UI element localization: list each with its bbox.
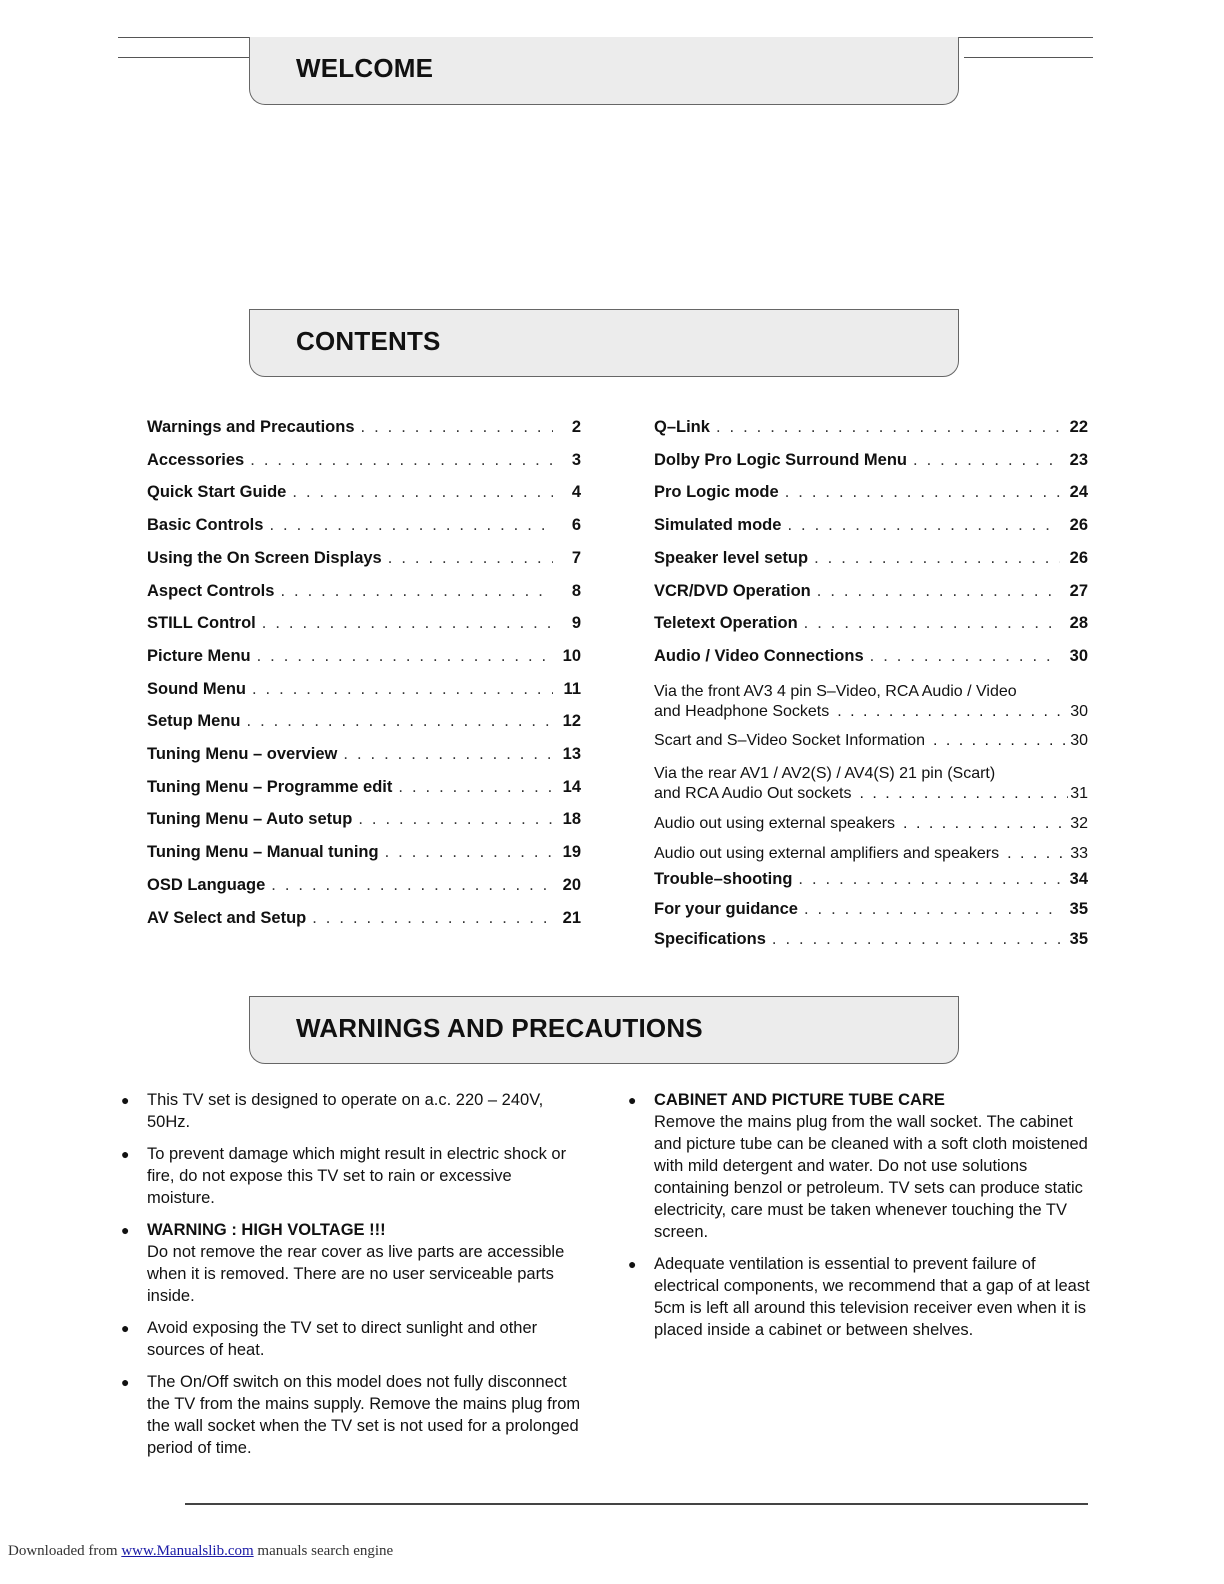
- toc-entry-page: 22: [1069, 418, 1088, 436]
- toc-entry-page: 20: [562, 875, 581, 894]
- welcome-banner: [249, 37, 959, 105]
- toc-entry[interactable]: [147, 483, 581, 502]
- toc-leader-dots: [772, 930, 1060, 949]
- warning-text: The On/Off switch on this model does not fully disconnect the TV from the mains supply. Remove the mains plug from the wall socket when the TV set is not used for a prolonged period of time.: [147, 1373, 581, 1457]
- toc-leader-dots: [361, 418, 553, 437]
- toc-entry-label: Tuning Menu – Programme edit: [147, 777, 393, 796]
- download-footer: [8, 1543, 393, 1560]
- warning-heading: WARNING : HIGH VOLTAGE !!!: [147, 1221, 386, 1239]
- toc-leader-dots: [292, 483, 553, 502]
- toc-entry-page: 12: [562, 712, 581, 731]
- toc-right-column: [654, 418, 1088, 958]
- toc-entry[interactable]: [654, 900, 1088, 919]
- toc-subentry-page: 33: [1070, 845, 1088, 862]
- toc-entry-label: OSD Language: [147, 875, 266, 894]
- bullet-icon: ●: [121, 1374, 130, 1390]
- toc-entry-page: 4: [571, 483, 581, 502]
- toc-entry-label: Picture Menu: [147, 646, 251, 665]
- toc-entry-label: Pro Logic mode: [654, 483, 779, 502]
- toc-entry-label: Tuning Menu – Auto setup: [147, 810, 353, 829]
- toc-entry-label: AV Select and Setup: [147, 908, 307, 927]
- toc-entry[interactable]: [654, 516, 1088, 535]
- toc-entry-label: Accessories: [147, 450, 245, 469]
- toc-subentry-page: 30: [1070, 703, 1088, 720]
- toc-leader-dots: [252, 680, 553, 699]
- bullet-icon: ●: [121, 1222, 130, 1238]
- toc-entry[interactable]: [147, 745, 581, 764]
- bullet-icon: ●: [121, 1320, 130, 1336]
- toc-leader-dots: [271, 876, 553, 895]
- toc-entry[interactable]: [147, 614, 581, 633]
- toc-left-column: [147, 418, 581, 938]
- toc-entry-label: Trouble–shooting: [654, 870, 793, 888]
- toc-leader-dots: [785, 483, 1060, 502]
- toc-entry-label: Audio / Video Connections: [654, 646, 864, 665]
- toc-subentry[interactable]: [654, 764, 1088, 804]
- toc-entry-label: Sound Menu: [147, 679, 246, 698]
- toc-leader-dots: [343, 745, 553, 764]
- toc-leader-dots: [358, 810, 553, 829]
- toc-leader-dots: [804, 900, 1060, 919]
- toc-subentry-line2: [654, 784, 1088, 804]
- toc-leader-dots: [262, 614, 553, 633]
- contents-banner: [249, 309, 959, 377]
- warning-item: [121, 1371, 583, 1459]
- toc-entry-label: STILL Control: [147, 614, 256, 633]
- contents-title: CONTENTS: [296, 326, 441, 356]
- bullet-icon: ●: [121, 1092, 130, 1108]
- warning-item: [628, 1089, 1094, 1243]
- toc-entry-label: Aspect Controls: [147, 581, 275, 600]
- toc-entry-page: 6: [571, 516, 581, 535]
- bullet-icon: ●: [628, 1092, 637, 1108]
- toc-leader-dots: [817, 582, 1060, 601]
- toc-entry[interactable]: [147, 712, 581, 731]
- toc-entry[interactable]: [147, 680, 581, 699]
- warnings-title: WARNINGS AND PRECAUTIONS: [296, 1013, 703, 1043]
- toc-entry-label: Using the On Screen Displays: [147, 548, 382, 567]
- toc-leader-dots: [1007, 844, 1068, 864]
- toc-subentry-line2: [654, 702, 1088, 722]
- warning-text: Adequate ventilation is essential to prevent failure of electrical components, we recommend that a gap of at least 5cm is left all around this television receiver even when it is placed inside a cabinet or between shelves.: [654, 1255, 1090, 1339]
- toc-leader-dots: [269, 516, 553, 535]
- toc-subentry[interactable]: [654, 844, 1088, 864]
- toc-entry-label: Specifications: [654, 929, 766, 948]
- toc-subentry-page: 30: [1070, 732, 1088, 749]
- toc-entry[interactable]: [147, 549, 581, 568]
- toc-entry[interactable]: [147, 516, 581, 535]
- toc-entry-label: VCR/DVD Operation: [654, 581, 811, 600]
- toc-entry[interactable]: [654, 930, 1088, 949]
- top-rule-left: [118, 37, 250, 38]
- toc-entry[interactable]: [654, 614, 1088, 633]
- toc-leader-dots: [804, 614, 1060, 633]
- warning-item: [121, 1317, 583, 1361]
- top-rule-right-lower: [964, 57, 1093, 58]
- toc-leader-dots: [247, 712, 554, 731]
- toc-entry[interactable]: [654, 418, 1088, 437]
- toc-leader-dots: [787, 516, 1060, 535]
- toc-entry[interactable]: [654, 451, 1088, 470]
- toc-entry-page: 34: [1069, 870, 1088, 888]
- bottom-rule: [185, 1503, 1088, 1505]
- toc-entry-label: For your guidance: [654, 899, 798, 918]
- toc-entry-page: 13: [562, 745, 581, 763]
- toc-entry-label: Dolby Pro Logic Surround Menu: [654, 450, 907, 469]
- toc-entry-label: Setup Menu: [147, 712, 241, 731]
- toc-subentry-label: Audio out using external speakers: [654, 815, 896, 832]
- toc-entry[interactable]: [654, 647, 1088, 666]
- warning-item: [121, 1143, 583, 1209]
- toc-subentry-label: and Headphone Sockets: [654, 703, 830, 720]
- toc-leader-dots: [716, 418, 1060, 437]
- toc-entry-page: 18: [562, 810, 581, 829]
- toc-subentry-label: and RCA Audio Out sockets: [654, 785, 852, 802]
- warning-item: [628, 1253, 1094, 1341]
- toc-entry-label: Tuning Menu – Manual tuning: [147, 843, 379, 862]
- toc-subentry-page: 31: [1070, 785, 1088, 802]
- toc-entry[interactable]: [147, 451, 581, 470]
- warning-item: [121, 1089, 583, 1133]
- warning-text: This TV set is designed to operate on a.c. 220 – 240V, 50Hz.: [147, 1091, 544, 1131]
- footer-prefix: Downloaded from: [8, 1543, 122, 1559]
- toc-subentry-label: Audio out using external amplifiers and speakers: [654, 845, 1000, 862]
- toc-subentry-page: 32: [1070, 815, 1088, 832]
- bullet-icon: ●: [121, 1146, 130, 1162]
- toc-entry-page: 9: [571, 614, 581, 633]
- warnings-left-column: [121, 1089, 583, 1469]
- warning-text: Do not remove the rear cover as live parts are accessible when it is removed. There are no user serviceable parts inside.: [147, 1243, 565, 1305]
- toc-entry-page: 14: [562, 777, 581, 796]
- toc-leader-dots: [837, 702, 1068, 722]
- toc-subentry-line1: Via the front AV3 4 pin S–Video, RCA Audio / Video: [654, 683, 1017, 700]
- toc-entry-label: Q–Link: [654, 418, 710, 436]
- toc-entry-label: Basic Controls: [147, 516, 264, 535]
- toc-entry-page: 10: [562, 646, 581, 665]
- toc-leader-dots: [903, 814, 1068, 834]
- toc-leader-dots: [388, 549, 553, 568]
- toc-leader-dots: [798, 870, 1060, 889]
- toc-subentry-line2: [654, 731, 1088, 751]
- manualslib-link[interactable]: www.Manualslib.com: [121, 1543, 254, 1559]
- toc-leader-dots: [257, 647, 553, 666]
- warning-heading: CABINET AND PICTURE TUBE CARE: [654, 1091, 945, 1109]
- toc-entry[interactable]: [147, 843, 581, 862]
- toc-leader-dots: [814, 549, 1060, 568]
- toc-entry-page: 26: [1069, 516, 1088, 535]
- toc-entry[interactable]: [654, 870, 1088, 889]
- toc-entry-page: 7: [571, 548, 581, 567]
- toc-subentry-line2: [654, 814, 1088, 834]
- toc-entry-page: 8: [571, 581, 581, 600]
- toc-leader-dots: [250, 451, 553, 470]
- warning-text: Remove the mains plug from the wall socket. The cabinet and picture tube can be cleaned with a soft cloth moistened with mild detergent and water. Do not use solutions containing benzol or petroleum. TV sets can produce static electricity, care must be taken whenever touching the TV screen.: [654, 1113, 1088, 1241]
- top-rule-right: [958, 37, 1093, 38]
- toc-entry-page: 11: [563, 679, 581, 698]
- toc-leader-dots: [859, 784, 1068, 804]
- toc-entry-page: 27: [1069, 581, 1088, 600]
- toc-entry[interactable]: [147, 582, 581, 601]
- toc-entry-label: Simulated mode: [654, 516, 782, 535]
- toc-leader-dots: [933, 731, 1068, 751]
- toc-subentry[interactable]: [654, 814, 1088, 834]
- toc-entry[interactable]: [654, 483, 1088, 502]
- toc-subentry-line2: [654, 844, 1088, 864]
- toc-subentry-line1: Via the rear AV1 / AV2(S) / AV4(S) 21 pin (Scart): [654, 765, 996, 782]
- warning-text: Avoid exposing the TV set to direct sunlight and other sources of heat.: [147, 1319, 538, 1359]
- toc-entry-page: 28: [1069, 614, 1088, 633]
- toc-subentry-label: Scart and S–Video Socket Information: [654, 732, 925, 749]
- toc-entry-page: 35: [1069, 899, 1088, 918]
- warning-text: To prevent damage which might result in electric shock or fire, do not expose this TV set to rain or excessive moisture.: [147, 1145, 567, 1207]
- toc-entry[interactable]: [654, 549, 1088, 568]
- toc-entry[interactable]: [147, 778, 581, 797]
- toc-subentry[interactable]: [654, 682, 1088, 722]
- toc-entry[interactable]: [147, 909, 581, 928]
- toc-entry-page: 35: [1069, 929, 1088, 948]
- toc-entry-label: Speaker level setup: [654, 548, 809, 567]
- toc-leader-dots: [385, 843, 553, 862]
- toc-entry-page: 21: [562, 908, 581, 927]
- toc-leader-dots: [398, 778, 553, 797]
- top-rule-left-lower: [118, 57, 250, 58]
- toc-entry-page: 2: [571, 418, 581, 436]
- toc-entry-page: 19: [562, 843, 581, 862]
- toc-leader-dots: [913, 451, 1060, 470]
- bullet-icon: ●: [628, 1256, 637, 1272]
- toc-entry-page: 23: [1069, 450, 1088, 469]
- toc-entry-label: Tuning Menu – overview: [147, 745, 338, 763]
- toc-entry-label: Warnings and Precautions: [147, 418, 355, 436]
- warning-item: [121, 1219, 583, 1307]
- toc-entry-page: 3: [571, 450, 581, 469]
- toc-entry[interactable]: [147, 876, 581, 895]
- toc-entry[interactable]: [654, 582, 1088, 601]
- toc-entry-label: Teletext Operation: [654, 614, 798, 633]
- toc-entry[interactable]: [147, 418, 581, 437]
- toc-entry[interactable]: [147, 810, 581, 829]
- warnings-right-column: [628, 1089, 1094, 1351]
- toc-entry-label: Quick Start Guide: [147, 483, 287, 502]
- footer-suffix: manuals search engine: [253, 1543, 394, 1559]
- warnings-banner: [249, 996, 959, 1064]
- welcome-title: WELCOME: [296, 53, 434, 83]
- toc-entry-page: 26: [1069, 548, 1088, 567]
- toc-leader-dots: [280, 582, 553, 601]
- toc-entry-page: 30: [1069, 646, 1088, 665]
- toc-leader-dots: [870, 647, 1060, 666]
- toc-entry-page: 24: [1069, 483, 1088, 502]
- toc-entry[interactable]: [147, 647, 581, 666]
- toc-leader-dots: [312, 909, 553, 928]
- toc-subentry[interactable]: [654, 731, 1088, 751]
